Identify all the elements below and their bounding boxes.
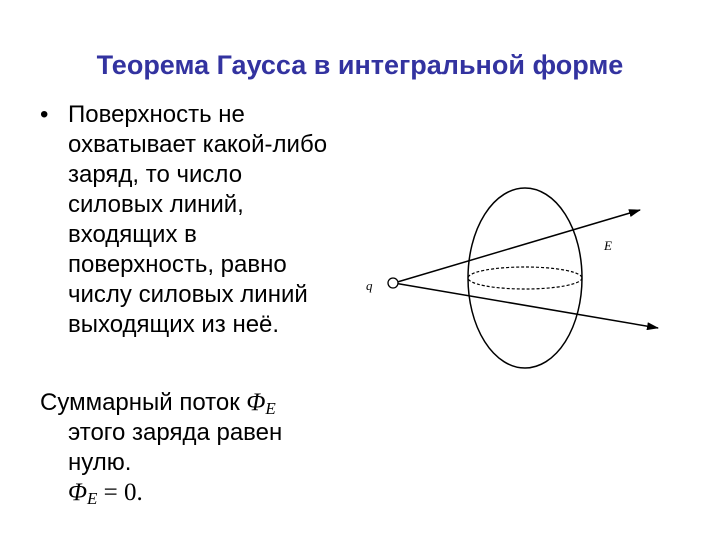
bullet-line: заряд, то число (68, 161, 243, 188)
field-line-lower (394, 283, 658, 328)
surface-equator (468, 267, 582, 289)
equation-flux-subscript: E (87, 489, 98, 508)
slide-title: Теорема Гаусса в интегральной форме (96, 50, 624, 80)
bullet-line: выходящих из неё. (68, 311, 280, 338)
gauss-surface-diagram (350, 180, 700, 390)
bullet-marker: • (40, 101, 49, 128)
flux-line-3: нулю. (68, 449, 132, 476)
charge-label: q (366, 278, 373, 293)
flux-symbol: Φ (246, 389, 266, 416)
bullet-line: силовых линий, (68, 191, 244, 218)
field-label: E (604, 238, 612, 253)
bullet-line: Поверхность не (68, 101, 245, 128)
bullet-line: числу силовых линий (68, 281, 308, 308)
flux-line-2: этого заряда равен (68, 419, 283, 446)
flux-paragraph (40, 388, 380, 508)
closed-surface (468, 188, 582, 368)
flux-line-1 (40, 388, 380, 418)
equation-flux-symbol: Φ (68, 479, 88, 506)
bullet-line: охватывает какой-либо (68, 131, 328, 158)
flux-subscript: E (265, 399, 276, 418)
equation-rest: = 0. (97, 479, 143, 506)
flux-equation (40, 478, 380, 508)
bullet-line: входящих в (68, 221, 197, 248)
bullet-line: поверхность, равно (68, 251, 287, 278)
point-charge (388, 278, 398, 288)
flux-text: Суммарный поток (40, 389, 247, 416)
bullet-text (68, 100, 388, 340)
